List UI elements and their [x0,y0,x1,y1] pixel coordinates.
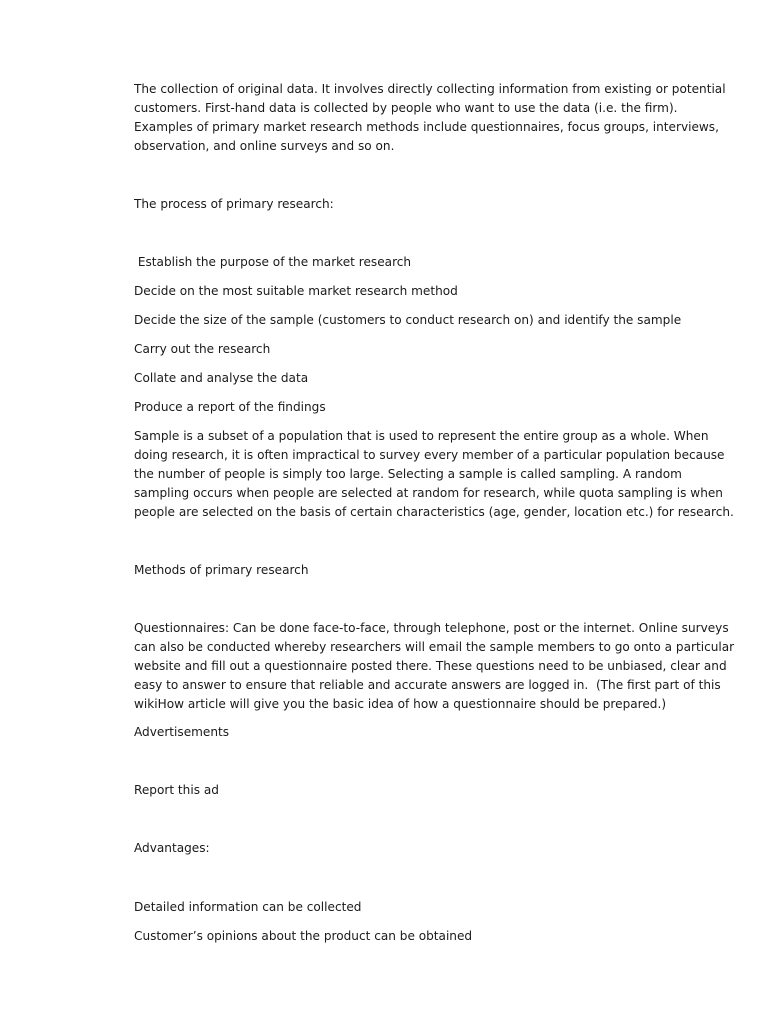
sample-line-4: sampling occurs when people are selected at random for research, while quota sampling is when [134,486,723,500]
advantages-heading: Advantages: [134,841,210,855]
process-step-6: Produce a report of the findings [134,400,326,414]
advantage-item-1: Detailed information can be collected [134,900,362,914]
questionnaires-line-5: wikiHow article will give you the basic idea of how a questionnaire should be prepared.) [134,697,667,711]
process-step-2: Decide on the most suitable market research method [134,284,458,298]
methods-heading: Methods of primary research [134,563,309,577]
process-step-5: Collate and analyse the data [134,371,309,385]
report-ad-link[interactable]: Report this ad [134,783,219,797]
sample-line-5: people are selected on the basis of certain characteristics (age, gender, location etc.) for research. [134,505,734,519]
sample-line-1: Sample is a subset of a population that is used to represent the entire group as a whole. When [134,429,709,443]
process-heading: The process of primary research: [134,197,334,211]
advantage-item-2: Customer’s opinions about the product can be obtained [134,929,473,943]
intro-line-4: observation, and online surveys and so on. [134,139,395,153]
questionnaires-line-2: can also be conducted whereby researchers will email the sample members to go onto a particular [134,640,735,654]
process-step-3: Decide the size of the sample (customers to conduct research on) and identify the sample [134,313,682,327]
intro-line-2: customers. First-hand data is collected by people who want to use the data (i.e. the firm). [134,101,678,115]
questionnaires-line-3: website and fill out a questionnaire posted there. These questions need to be unbiased, clear and [134,659,727,673]
intro-line-3: Examples of primary market research methods include questionnaires, focus groups, interviews, [134,120,719,134]
questionnaires-line-4: easy to answer to ensure that reliable and accurate answers are logged in. (The first part of this [134,678,721,692]
intro-line-1: The collection of original data. It involves directly collecting information from existing or potential [134,82,726,96]
sample-line-2: doing research, it is often impractical to survey every member of a particular population because [134,448,725,462]
process-step-4: Carry out the research [134,342,271,356]
process-step-1: Establish the purpose of the market research [134,255,412,269]
questionnaires-line-1: Questionnaires: Can be done face-to-face, through telephone, post or the internet. Online surveys [134,621,729,635]
sample-line-3: the number of people is simply too large. Selecting a sample is called sampling. A random [134,467,682,481]
advertisements-label: Advertisements [134,725,230,739]
